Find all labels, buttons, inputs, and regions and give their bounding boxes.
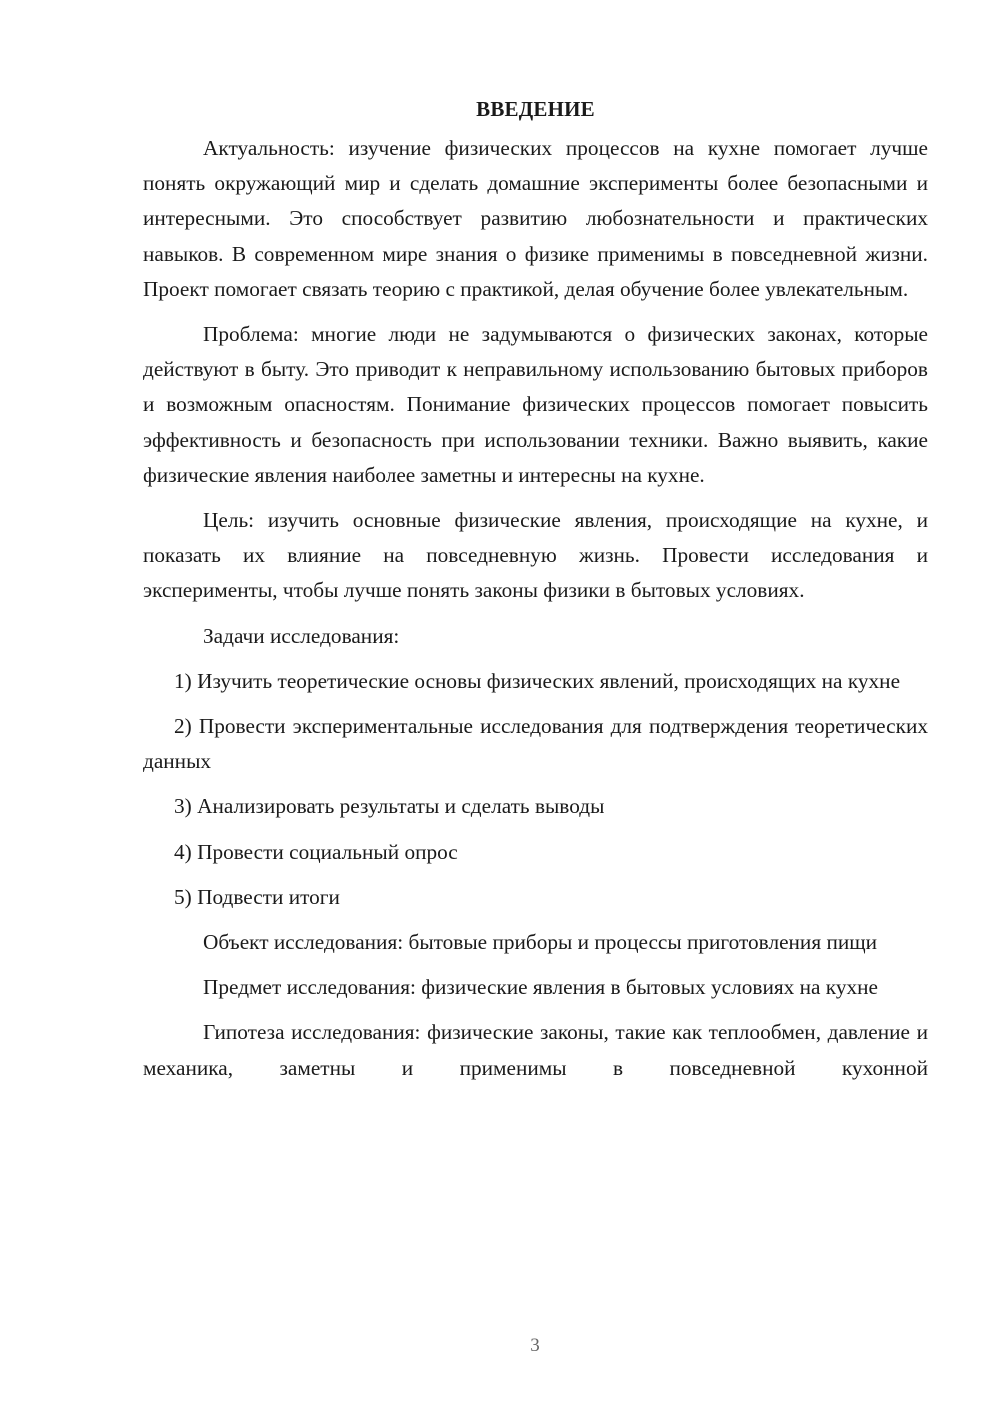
paragraph-hypothesis: Гипотеза исследования: физические законы, такие как теплообмен, давление и механика, заметны и применимы в повседневной кухонной [143, 1020, 928, 1080]
paragraph-relevance: Актуальность: изучение физических процессов на кухне помогает лучше понять окружающий мир и сделать домашние эксперименты более безопасными и интересными. Это способствует развитию любознательности и практических навыков. В современном мире знания о физике применимы в повседневной жизни. Проект помогает связать теорию с практикой, делая обучение более увлекательным. [143, 136, 928, 301]
tasks-heading: Задачи исследования: [203, 623, 400, 648]
task-item-4: 4) Провести социальный опрос [174, 839, 458, 864]
document-page [143, 92, 928, 1096]
section-title: ВВЕДЕНИЕ [476, 97, 595, 121]
paragraph-subject: Предмет исследования: физические явления в бытовых условиях на кухне [203, 975, 878, 1000]
paragraph-object: Объект исследования: бытовые приборы и процессы приготовления пищи [203, 930, 878, 955]
page-number: 3 [530, 1335, 540, 1356]
task-item-3: 3) Анализировать результаты и сделать выводы [174, 794, 605, 819]
paragraph-goal: Цель: изучить основные физические явления, происходящие на кухне, и показать их влияние на повседневную жизнь. Провести исследования и эксперименты, чтобы лучше понять законы физики в бытовых условиях. [143, 508, 928, 603]
paragraph-problem: Проблема: многие люди не задумываются о физических законах, которые действуют в быту. Это приводит к неправильному использованию бытовых приборов и возможным опасностям. Понимание физических процессов помогает повысить эффективность и безопасность при использовании техники. Важно выявить, какие физические явления наиболее заметны и интересны на кухне. [143, 322, 928, 487]
task-item-5: 5) Подвести итоги [174, 884, 340, 909]
task-item-1: 1) Изучить теоретические основы физических явлений, происходящих на кухне [174, 668, 901, 693]
task-item-2: 2) Провести экспериментальные исследования для подтверждения теоретических данных [143, 714, 928, 774]
